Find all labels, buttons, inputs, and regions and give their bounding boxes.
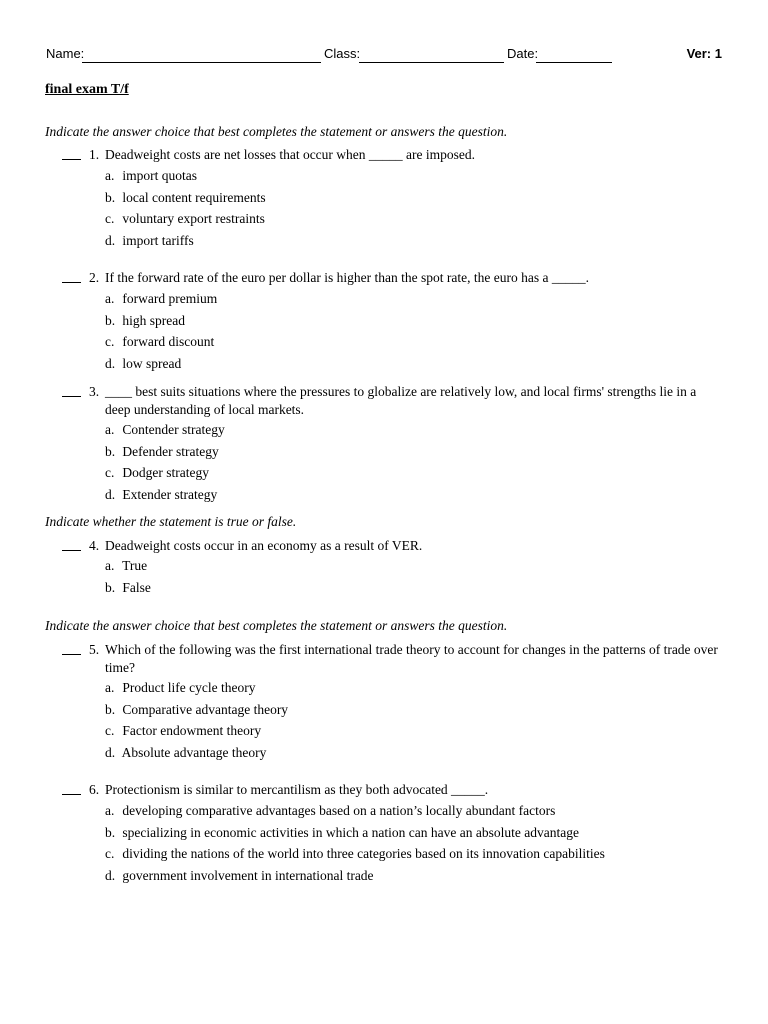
- question-stem: Deadweight costs occur in an economy as a result of VER.: [105, 538, 423, 553]
- choice: [105, 312, 217, 334]
- choice-text: voluntary export restraints: [122, 211, 265, 226]
- question-number: 4.: [89, 538, 100, 553]
- instructions-true-false: Indicate whether the statement is true or false.: [45, 514, 297, 529]
- choice: [105, 802, 605, 824]
- choice: [105, 867, 605, 889]
- instructions-multiple-choice: Indicate the answer choice that best completes the statement or answers the question.: [45, 124, 508, 139]
- choice-letter: d.: [105, 486, 116, 502]
- choice-letter: b.: [105, 579, 116, 595]
- choice-text: Absolute advantage theory: [121, 744, 267, 760]
- choice-text: developing comparative advantages based on a nation’s locally abundant factors: [122, 803, 556, 818]
- choice-letter: b.: [105, 824, 116, 840]
- answer-blank[interactable]: [62, 159, 81, 160]
- choice: [105, 744, 288, 766]
- question-4: [62, 537, 722, 555]
- answer-blank[interactable]: [62, 282, 81, 283]
- choice-letter: b.: [105, 189, 116, 205]
- choice-text: forward discount: [122, 334, 215, 349]
- choice-letter: b.: [105, 701, 116, 717]
- name-label: Name:: [46, 46, 85, 61]
- choice-letter: c.: [105, 334, 115, 349]
- choice-text: Comparative advantage theory: [122, 701, 289, 717]
- instructions-multiple-choice: Indicate the answer choice that best completes the statement or answers the question.: [45, 618, 508, 633]
- choice-letter: a.: [105, 558, 115, 573]
- date-label: Date:: [507, 46, 539, 61]
- choice-text: government involvement in international trade: [122, 867, 374, 883]
- choice: [105, 845, 605, 867]
- choice-letter: d.: [105, 867, 116, 883]
- question-number: 6.: [89, 782, 100, 797]
- name-field[interactable]: [82, 62, 321, 63]
- choice-text: import tariffs: [122, 232, 194, 248]
- choice-text: True: [122, 558, 148, 573]
- choice: [105, 290, 217, 312]
- choice-letter: c.: [105, 465, 115, 480]
- choice-letter: a.: [105, 422, 115, 437]
- choice: [105, 824, 605, 846]
- choice: [105, 210, 266, 232]
- choice-text: local content requirements: [122, 189, 266, 205]
- choice: [105, 443, 225, 465]
- question-2: [62, 269, 722, 287]
- choice-text: specializing in economic activities in which a nation can have an absolute advantage: [122, 824, 579, 840]
- choice-text: dividing the nations of the world into three categories based on its innovation capabilities: [122, 846, 605, 861]
- choice: [105, 333, 217, 355]
- choice-text: Factor endowment theory: [122, 723, 262, 738]
- question-5: [62, 641, 722, 677]
- choice-letter: c.: [105, 211, 115, 226]
- question-5-choices: [105, 679, 288, 765]
- choice: [105, 679, 288, 701]
- choice-text: high spread: [122, 312, 185, 328]
- choice: [105, 232, 266, 254]
- question-number: 1.: [89, 147, 100, 162]
- question-2-choices: [105, 290, 217, 376]
- choice: [105, 701, 288, 723]
- choice-text: low spread: [122, 355, 182, 371]
- version-value: 1: [714, 46, 722, 61]
- date-field[interactable]: [536, 62, 612, 63]
- question-stem: Deadweight costs are net losses that occur when _____ are imposed.: [105, 147, 476, 162]
- choice-letter: d.: [105, 232, 116, 248]
- choice: [105, 557, 151, 579]
- question-3-choices: [105, 421, 225, 507]
- choice-text: False: [122, 579, 151, 595]
- version-indicator: [687, 46, 722, 61]
- question-stem: Which of the following was the first international trade theory to account for changes in the patterns of trade over time?: [105, 642, 718, 675]
- choice: [105, 722, 288, 744]
- choice: [105, 355, 217, 377]
- exam-header: [46, 46, 726, 66]
- choice: [105, 167, 266, 189]
- choice-text: forward premium: [122, 291, 218, 306]
- choice-text: Defender strategy: [122, 443, 219, 459]
- choice-letter: a.: [105, 291, 115, 306]
- choice: [105, 579, 151, 601]
- question-number: 2.: [89, 270, 100, 285]
- class-field[interactable]: [359, 62, 504, 63]
- question-number: 3.: [89, 384, 100, 399]
- choice-text: Dodger strategy: [122, 465, 209, 480]
- question-number: 5.: [89, 642, 100, 657]
- exam-title: final exam T/f: [45, 82, 129, 97]
- choice-letter: b.: [105, 312, 116, 328]
- question-6-choices: [105, 802, 605, 888]
- choice-letter: a.: [105, 803, 115, 818]
- choice-letter: c.: [105, 723, 115, 738]
- choice-letter: b.: [105, 443, 116, 459]
- choice: [105, 464, 225, 486]
- answer-blank[interactable]: [62, 550, 81, 551]
- question-stem: Protectionism is similar to mercantilism as they both advocated _____.: [105, 782, 489, 797]
- choice-letter: a.: [105, 680, 115, 695]
- choice: [105, 486, 225, 508]
- question-stem: ____ best suits situations where the pressures to globalize are relatively low, and local firms' strengths lie in a deep understanding of local markets.: [105, 384, 697, 417]
- choice: [105, 421, 225, 443]
- class-label: Class:: [324, 46, 361, 61]
- answer-blank[interactable]: [62, 396, 81, 397]
- choice-letter: d.: [105, 744, 116, 760]
- question-6: [62, 781, 722, 799]
- choice-text: Contender strategy: [122, 422, 225, 437]
- choice-letter: a.: [105, 168, 115, 183]
- question-stem: If the forward rate of the euro per dollar is higher than the spot rate, the euro has a _____.: [105, 270, 589, 285]
- answer-blank[interactable]: [62, 654, 81, 655]
- question-3: [62, 383, 722, 419]
- choice-letter: d.: [105, 355, 116, 371]
- version-label: Ver:: [686, 46, 712, 61]
- choice-text: Product life cycle theory: [122, 680, 256, 695]
- choice-letter: c.: [105, 846, 115, 861]
- choice: [105, 189, 266, 211]
- question-1-choices: [105, 167, 266, 253]
- choice-text: import quotas: [122, 168, 197, 183]
- question-1: [62, 146, 722, 164]
- choice-text: Extender strategy: [122, 486, 218, 502]
- answer-blank[interactable]: [62, 794, 81, 795]
- question-4-choices: [105, 557, 151, 600]
